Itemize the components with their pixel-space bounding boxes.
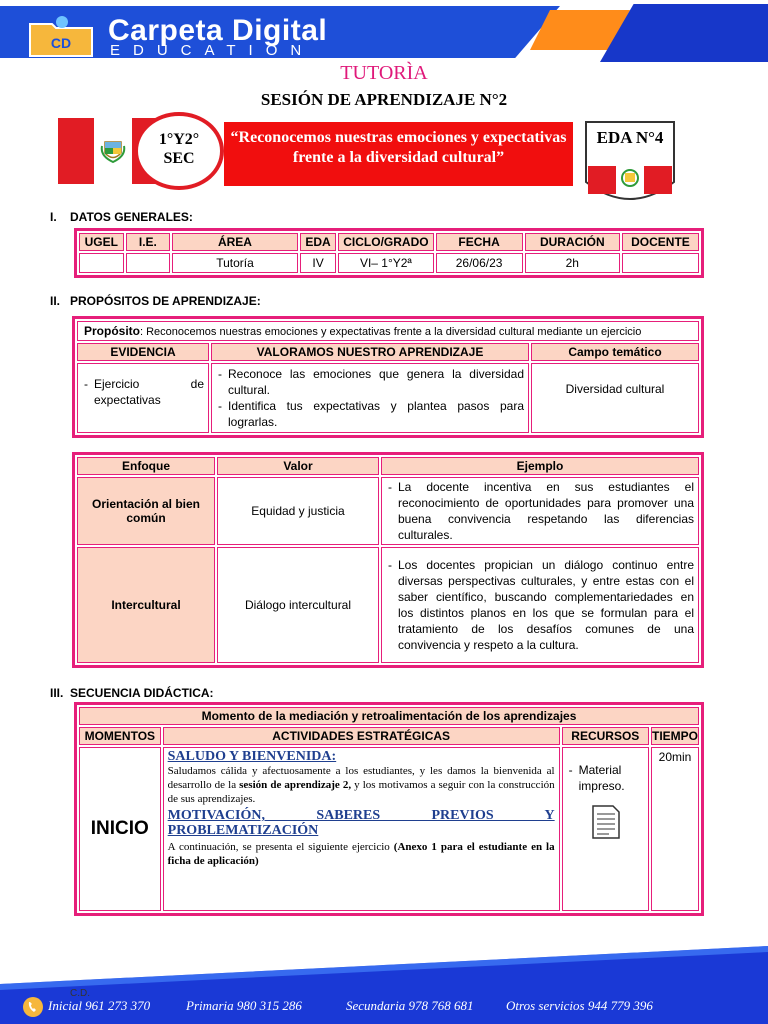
printed-document-icon <box>591 804 621 840</box>
sequence-banner: Momento de la mediación y retroalimentación de los aprendizajes <box>79 707 699 725</box>
footer-inicial: Inicial 961 273 370 <box>48 998 151 1013</box>
ejemplo-2-cell <box>381 547 699 663</box>
enfoque-2: Intercultural <box>77 547 215 663</box>
section-1-label: DATOS GENERALES: <box>70 210 193 224</box>
cell-fecha: 26/06/23 <box>436 253 523 273</box>
section-1-title <box>50 210 193 224</box>
session-topic: “Reconocemos nuestras emociones y expectativas frente a la diversidad cultural” <box>224 122 573 186</box>
footer <box>0 940 768 1024</box>
cell-area: Tutoría <box>172 253 298 273</box>
col-docente: DOCENTE <box>622 233 699 251</box>
cell-docente <box>622 253 699 273</box>
cell-eda: IV <box>300 253 336 273</box>
ejemplo-1: - La docente incentiva en sus estudiantes el reconocimiento de oportunidades para promover una buena convivencia respetando las diferencias culturales. <box>386 479 694 543</box>
logo-initials: CD <box>50 35 72 51</box>
col-ejemplo: Ejemplo <box>381 457 699 475</box>
general-data-table <box>74 228 704 278</box>
session-title: SESIÓN DE APRENDIZAJE N°2 <box>260 90 508 109</box>
grade-line-2: SEC <box>163 150 195 167</box>
table-row <box>77 477 699 545</box>
col-valoramos: VALORAMOS NUESTRO APRENDIZAJE <box>211 343 529 361</box>
sequence-table <box>74 702 704 916</box>
activities-cell <box>163 747 560 911</box>
purpose-label: Propósito <box>84 324 140 338</box>
section-3-number: III. <box>50 686 64 700</box>
col-fecha: FECHA <box>436 233 523 251</box>
resource-item: - Material impreso. <box>567 762 646 794</box>
table-header-row <box>79 233 699 251</box>
section-1-number: I. <box>50 210 57 224</box>
header-banner <box>0 0 768 62</box>
section-3-label: SECUENCIA DIDÁCTICA: <box>70 686 214 700</box>
brand-subtitle: EDUCATION <box>110 42 315 59</box>
cell-ugel <box>79 253 124 273</box>
section-2-label: PROPÓSITOS DE APRENDIZAJE: <box>70 294 261 308</box>
col-campo: Campo temático <box>531 343 699 361</box>
purpose-row <box>77 321 699 341</box>
table-row <box>77 547 699 663</box>
section-2-title <box>50 294 261 308</box>
col-area: ÁREA <box>172 233 298 251</box>
time-cell: 20min <box>651 747 699 911</box>
section-2-number: II. <box>50 294 61 308</box>
col-tiempo: TIEMPO <box>651 729 698 743</box>
purpose-text: : Reconocemos nuestras emociones y expectativas frente a la diversidad cultural mediante un ejercicio <box>140 326 642 338</box>
valoramos-item-1: - Reconoce las emociones que genera la diversidad cultural. <box>216 366 524 398</box>
activity-heading-2: MOTIVACIÓN, SABERES PREVIOS Y PROBLEMATIZACIÓN <box>167 808 555 838</box>
table-row <box>79 253 699 273</box>
resources-cell <box>562 747 649 911</box>
enfoque-1: Orientación al bien común <box>77 477 215 545</box>
section-3-title <box>50 686 214 700</box>
col-ciclo: CICLO/GRADO <box>338 233 433 251</box>
col-actividades: ACTIVIDADES ESTRATÉGICAS <box>163 727 560 745</box>
footer-primaria: Primaria 980 315 286 <box>186 998 302 1013</box>
cell-evidencia <box>77 363 209 433</box>
brand-title: Carpeta Digital <box>108 14 328 47</box>
col-duracion: DURACIÓN <box>525 233 620 251</box>
col-valor: Valor <box>217 457 379 475</box>
col-eda: EDA <box>300 233 336 251</box>
footer-secundaria: Secundaria 978 768 681 <box>346 998 474 1013</box>
folder-logo-icon <box>26 14 98 58</box>
activity-paragraph-2: A continuación, se presenta el siguiente ejercicio (Anexo 1 para el estudiante en la ficha de aplicación) <box>167 841 555 867</box>
area-title: TUTORÌA <box>340 62 428 84</box>
purpose-table <box>72 316 704 438</box>
footer-otros: Otros servicios 944 779 396 <box>506 998 653 1013</box>
cell-duracion: 2h <box>525 253 620 273</box>
eda-label: EDA N°4 <box>596 128 664 147</box>
approach-table <box>72 452 704 668</box>
col-ugel: UGEL <box>79 233 124 251</box>
table-row <box>79 747 699 911</box>
col-evidencia: EVIDENCIA <box>77 343 209 361</box>
phone-icon <box>22 996 44 1018</box>
valoramos-item-2: - Identifica tus expectativas y plantea pasos para lograrlas. <box>216 398 524 430</box>
col-enfoque: Enfoque <box>77 457 215 475</box>
ejemplo-1-cell <box>381 477 699 545</box>
grade-badge <box>134 112 224 190</box>
valor-2: Diálogo intercultural <box>217 547 379 663</box>
col-momentos: MOMENTOS <box>79 727 161 745</box>
valor-1: Equidad y justicia <box>217 477 379 545</box>
cell-valoramos <box>211 363 529 433</box>
activity-heading-1: SALUDO Y BIENVENIDA: <box>167 749 337 764</box>
cell-ciclo: VI– 1°Y2ª <box>338 253 433 273</box>
grade-line-1: 1°Y2° <box>158 131 200 148</box>
cell-ie <box>126 253 171 273</box>
activity-paragraph-1: Saludamos cálida y afectuosamente a los estudiantes, y les damos la bienvenida al desarrollo de la sesión de aprendizaje 2, y los motivamos a seguir con la construcción de sus aprendizajes. <box>167 765 555 805</box>
footer-cd: C.D. <box>70 988 90 999</box>
ejemplo-2: - Los docentes propician un diálogo continuo entre diversas perspectivas culturales, y entre estas con el saber científico, buscando complementariedades en los distintos planos en los que se formulan para el tratamiento de los desafíos comunes de una convivencia y respeto a la cultura. <box>386 557 694 653</box>
col-recursos: RECURSOS <box>562 727 649 745</box>
coat-of-arms-icon <box>100 138 126 164</box>
cell-campo: Diversidad cultural <box>531 363 699 433</box>
evidencia-item: - Ejercicio de expectativas <box>82 376 204 408</box>
col-ie: I.E. <box>126 233 171 251</box>
momento-inicio: INICIO <box>79 747 161 911</box>
